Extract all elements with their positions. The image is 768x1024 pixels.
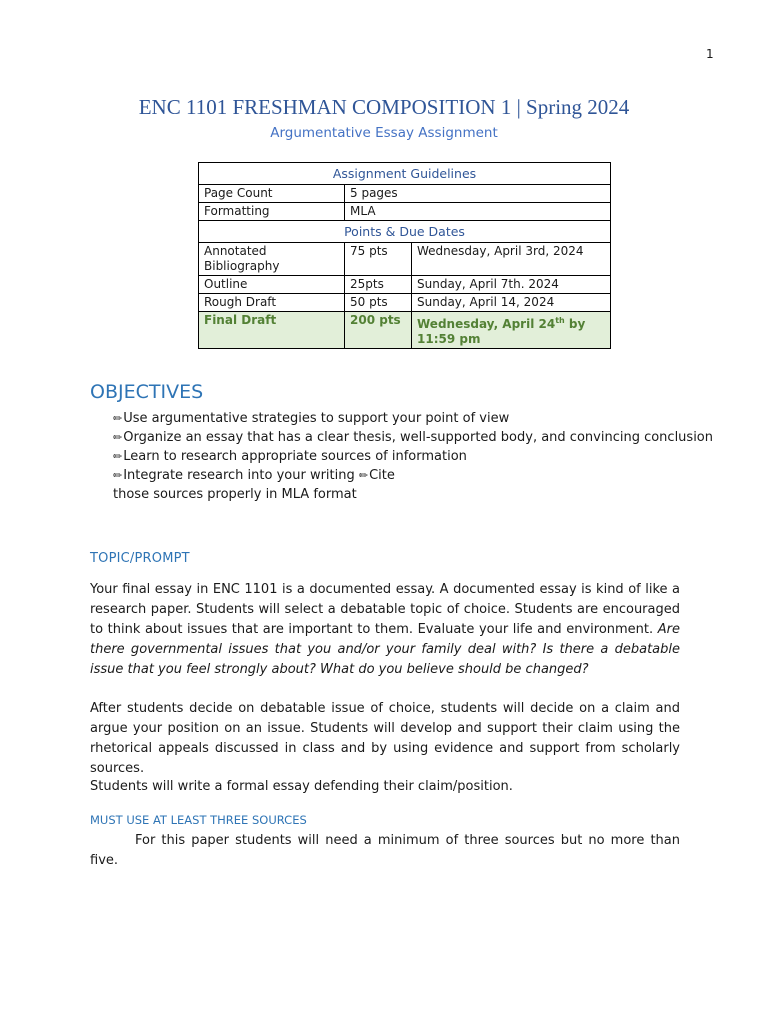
row-date: Wednesday, April 3rd, 2024 xyxy=(412,243,611,276)
topic-paragraph-3: Students will write a formal essay defending their claim/position. xyxy=(90,779,513,794)
objectives-list xyxy=(113,409,713,504)
points-section-header: Points & Due Dates xyxy=(199,221,611,243)
row-date: Sunday, April 14, 2024 xyxy=(412,294,611,312)
objective-item: ✏Organize an essay that has a clear thesis, well-supported body, and convincing conclusion xyxy=(113,430,713,445)
row-points: 200 pts xyxy=(345,312,412,349)
row-date xyxy=(412,312,611,349)
pencil-icon: ✏ xyxy=(358,469,369,482)
topic-questions: Are there governmental issues that you and/or your family deal with? Is there a debatable issue that you feel strongly about? What do you believe should be changed? xyxy=(90,622,680,677)
objective-item: ✏Learn to research appropriate sources of information xyxy=(113,449,467,464)
document-subtitle: Argumentative Essay Assignment xyxy=(270,125,498,141)
final-date-sup: th xyxy=(555,316,565,325)
assignment-table xyxy=(198,162,611,349)
row-date: Sunday, April 7th. 2024 xyxy=(412,276,611,294)
page-number: 1 xyxy=(706,47,714,61)
document-title: ENC 1101 FRESHMAN COMPOSITION 1 | Spring 2024 xyxy=(138,95,630,119)
row-value: 5 pages xyxy=(345,185,611,203)
table-row xyxy=(199,243,611,276)
table-row xyxy=(199,203,611,221)
topic-paragraph-2: After students decide on debatable issue of choice, students will decide on a claim and argue your position on an issue. Students will develop and support their claim using the rhetorical appeals discussed in class and by using evidence and support from scholarly sources. xyxy=(90,701,680,776)
row-value: MLA xyxy=(345,203,611,221)
row-points: 50 pts xyxy=(345,294,412,312)
row-item: Annotated Bibliography xyxy=(199,243,345,276)
objective-continuation: those sources properly in MLA format xyxy=(113,487,357,502)
pencil-icon: ✏ xyxy=(113,431,123,444)
topic-heading: TOPIC/PROMPT xyxy=(90,551,190,566)
topic-paragraph-1: Your final essay in ENC 1101 is a documented essay. A documented essay is kind of like a research paper. Students will select a debatable topic of choice. Students are encouraged to think about issues that are important to them. Evaluate your life and environment. Are there governmental issues that you and/or your family deal with? Is there a debatable issue that you feel strongly about? What do you believe should be changed? xyxy=(90,582,680,677)
table-row xyxy=(199,276,611,294)
objective-item: ✏Integrate research into your writing ✏Cite xyxy=(113,468,395,483)
row-points: 25pts xyxy=(345,276,412,294)
row-label: Formatting xyxy=(199,203,345,221)
sources-paragraph: For this paper students will need a minimum of three sources but no more than five. xyxy=(90,833,680,868)
pencil-icon: ✏ xyxy=(113,412,123,425)
objective-item: ✏Use argumentative strategies to support your point of view xyxy=(113,411,510,426)
table-row xyxy=(199,185,611,203)
sources-heading: MUST USE AT LEAST THREE SOURCES xyxy=(90,813,307,827)
pencil-icon: ✏ xyxy=(113,469,123,482)
objectives-heading: OBJECTIVES xyxy=(90,381,204,403)
row-item: Outline xyxy=(199,276,345,294)
final-draft-row xyxy=(199,312,611,349)
row-points: 75 pts xyxy=(345,243,412,276)
final-date-suffix: by 11:59 pm xyxy=(417,317,586,346)
pencil-icon: ✏ xyxy=(113,450,123,463)
row-item: Final Draft xyxy=(199,312,345,349)
guidelines-section-header: Assignment Guidelines xyxy=(199,163,611,185)
row-item: Rough Draft xyxy=(199,294,345,312)
final-date-prefix: Wednesday, April 24 xyxy=(417,317,556,331)
table-row xyxy=(199,294,611,312)
row-label: Page Count xyxy=(199,185,345,203)
